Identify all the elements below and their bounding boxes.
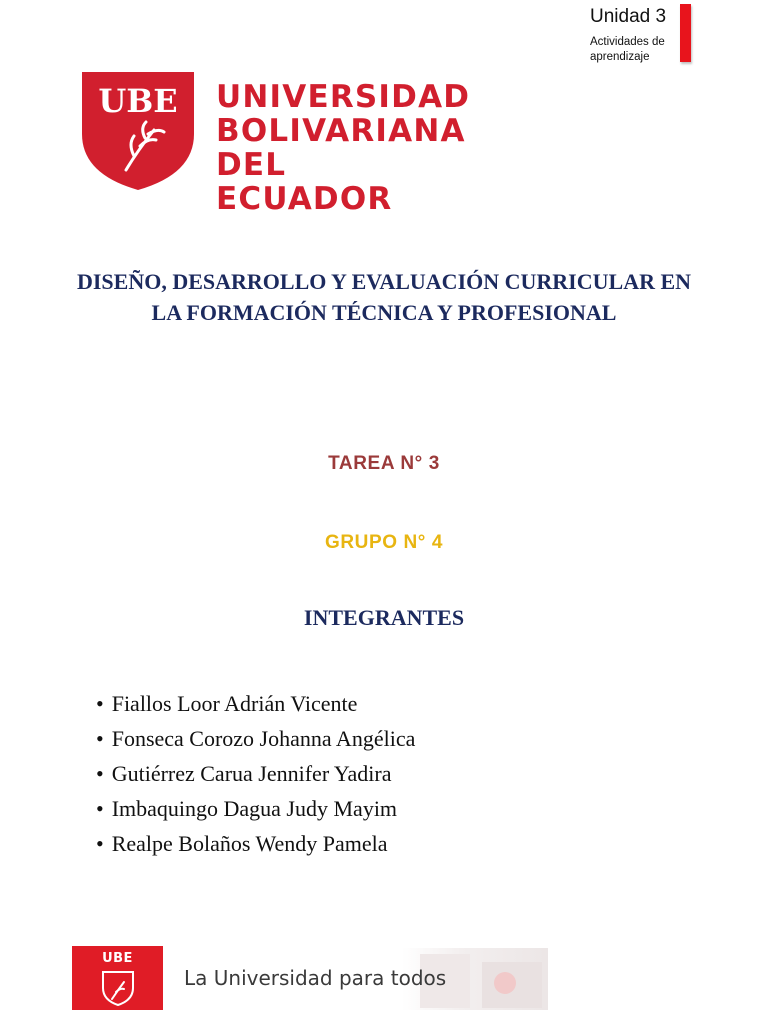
member-item: • Imbaquingo Dagua Judy Mayim	[96, 791, 415, 826]
footer-banner	[72, 946, 548, 1010]
footer-acronym: UBE	[102, 951, 133, 966]
university-logo	[82, 72, 471, 217]
task-label: TAREA N° 3	[328, 453, 440, 474]
unit-title: Unidad 3	[590, 6, 667, 27]
members-heading: INTEGRANTES	[303, 605, 465, 630]
olive-branch-icon	[101, 970, 135, 1006]
unit-subtitle: Actividades de aprendizaje	[590, 36, 665, 63]
member-item: • Fonseca Corozo Johanna Angélica	[96, 721, 415, 756]
document-title: DISEÑO, DESARROLLO Y EVALUACIÓN CURRICULAR EN LA FORMACIÓN TÉCNICA Y PROFESIONAL	[76, 269, 692, 325]
university-name-line: UNIVERSIDAD	[216, 79, 471, 115]
footer-logo	[72, 946, 163, 1010]
shield-acronym: UBE	[98, 82, 178, 120]
group-label: GRUPO N° 4	[324, 532, 444, 553]
university-name-line: BOLIVARIANA	[216, 113, 466, 149]
university-name	[216, 80, 470, 216]
shield-icon	[82, 72, 194, 190]
members-list	[96, 686, 415, 861]
footer-tagline: La Universidad para todos	[184, 966, 447, 990]
member-item: • Realpe Bolaños Wendy Pamela	[96, 826, 415, 861]
unit-accent-bar	[680, 4, 691, 62]
university-name-line: DEL ECUADOR	[216, 147, 393, 217]
member-item: • Fiallos Loor Adrián Vicente	[96, 686, 415, 721]
unit-label	[590, 6, 690, 66]
member-item: • Gutiérrez Carua Jennifer Yadira	[96, 756, 415, 791]
